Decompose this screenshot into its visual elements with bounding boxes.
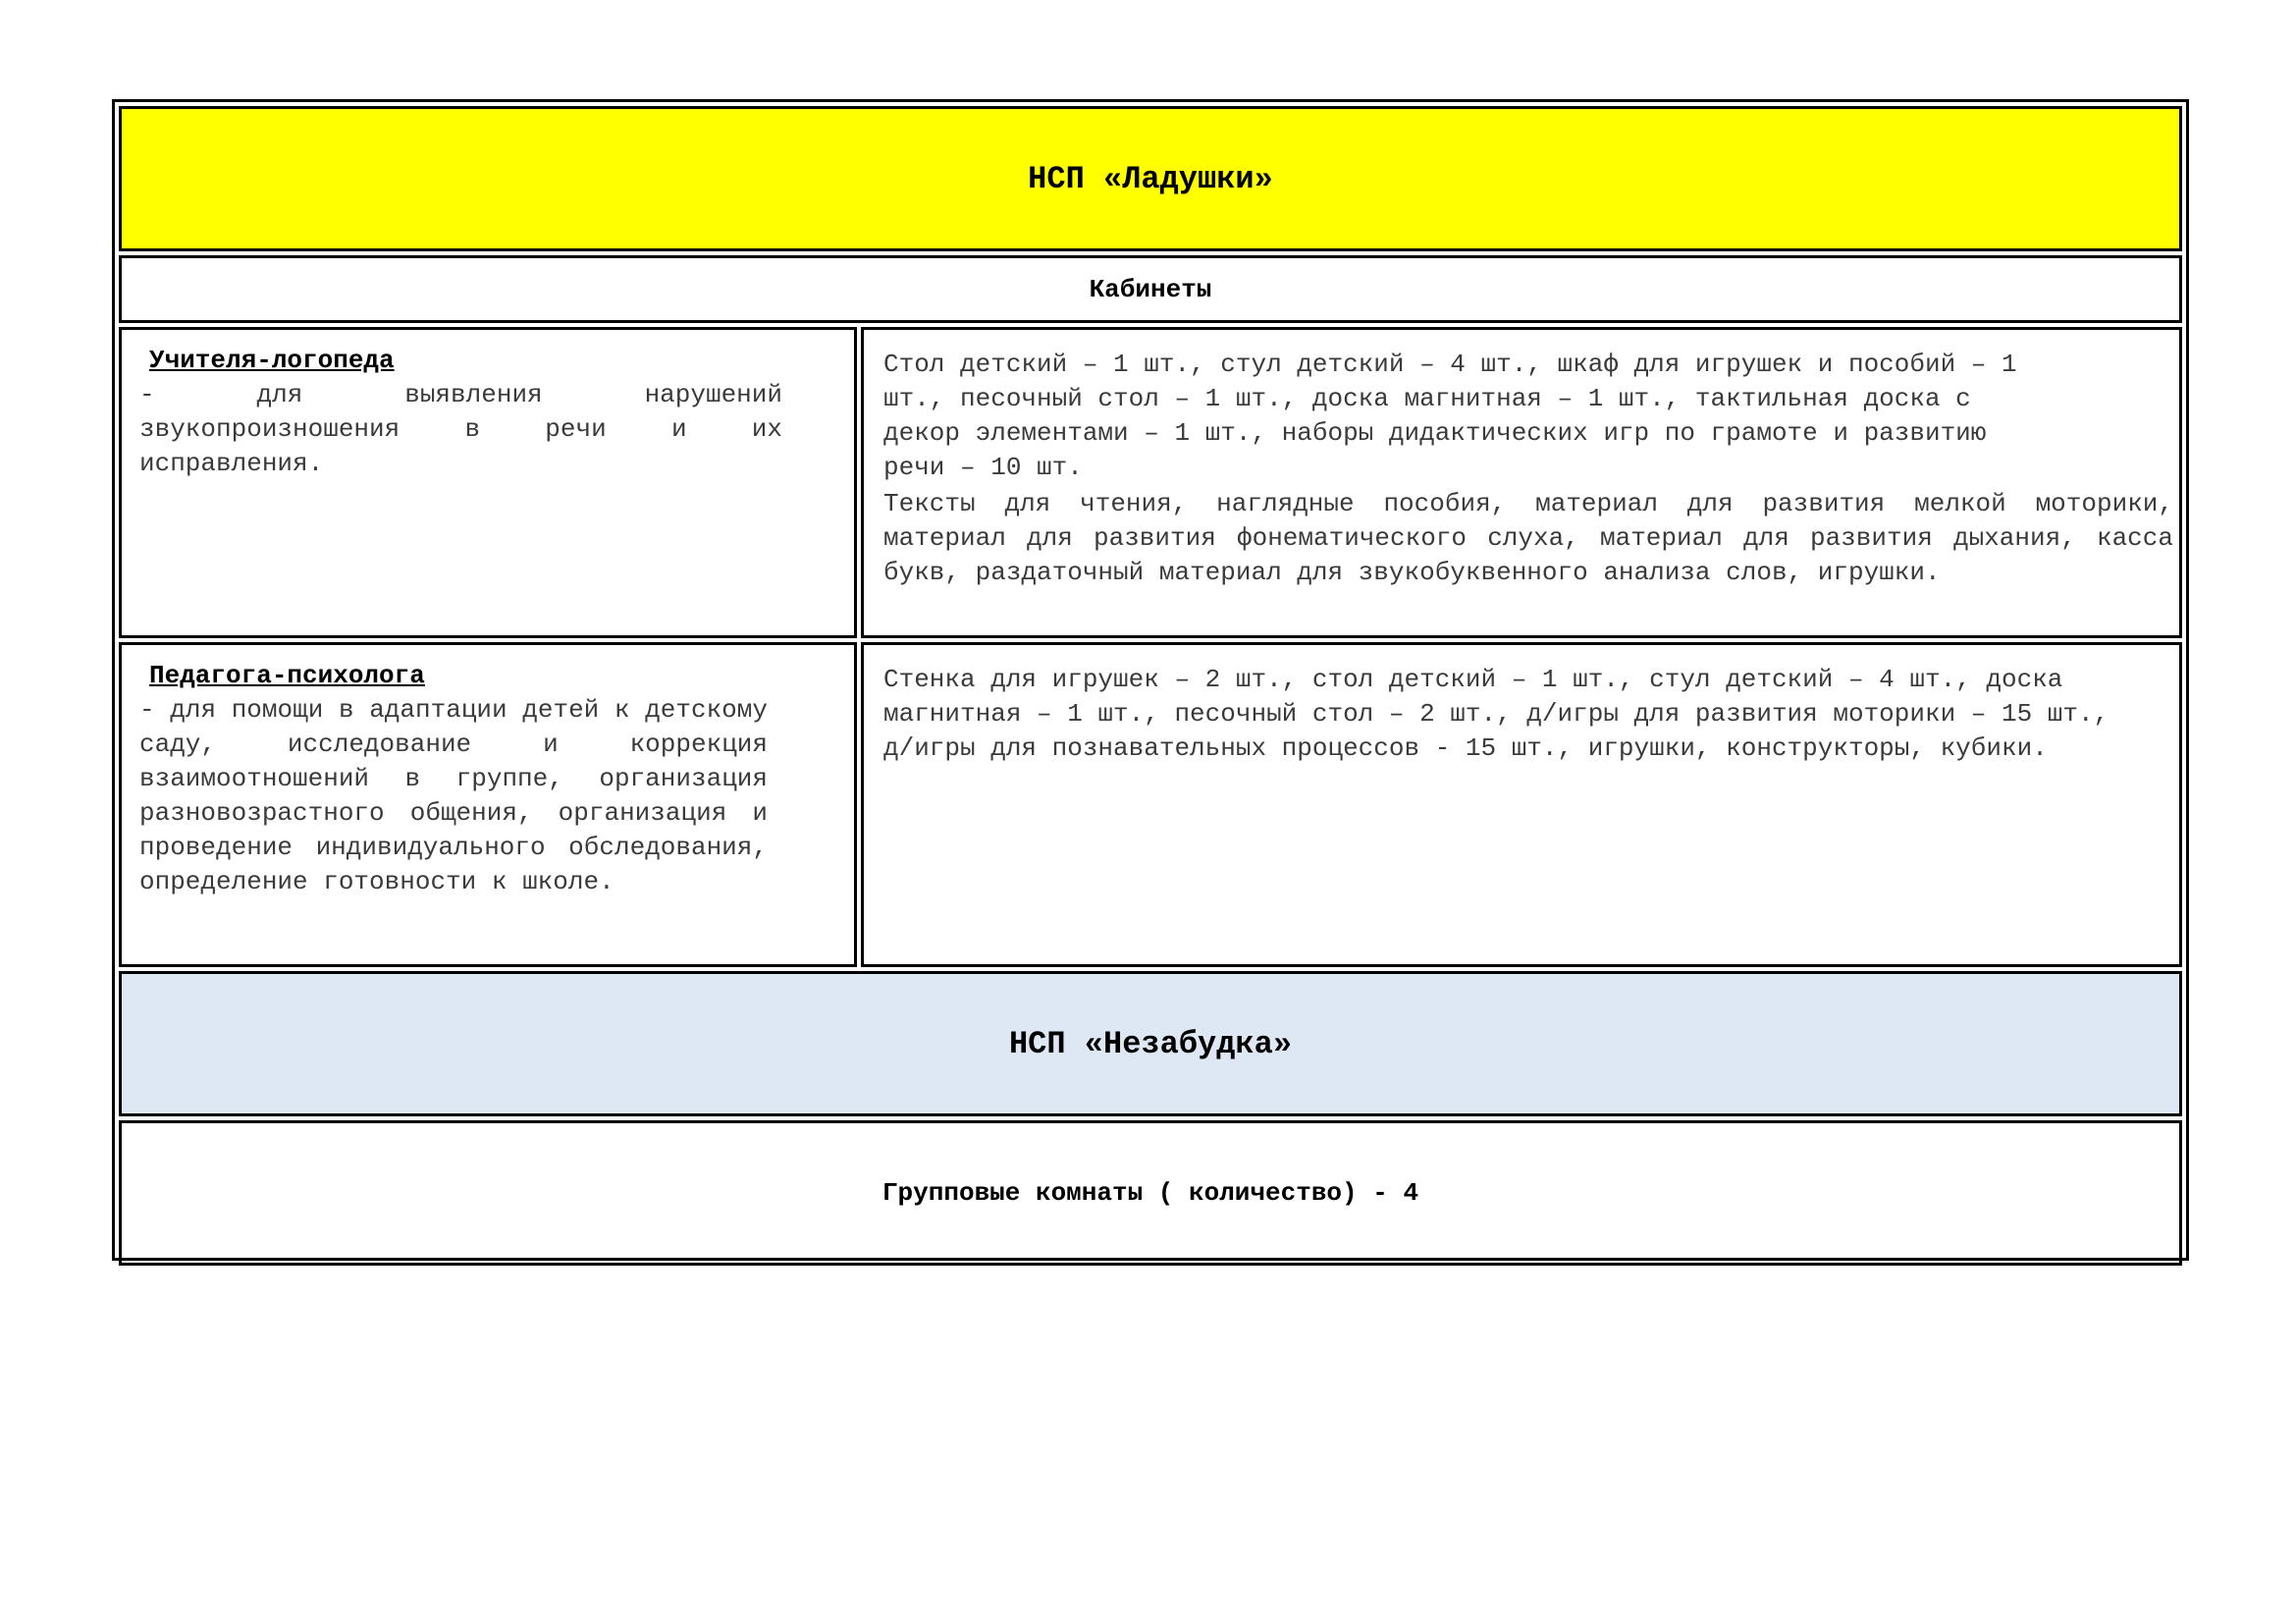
section-header-nezabudka — [119, 971, 2182, 1116]
subheader-cabinets — [119, 255, 2182, 323]
equipment-paragraph: Тексты для чтения, наглядные пособия, материал для развития мелкой моторики, материал для развития фонематического слуха, материал для развития дыхания, касса букв, раздаточный материал для звукобуквенного анализа слов, игрушки. — [883, 489, 2173, 587]
room-equipment-cell — [861, 327, 2182, 638]
group-rooms-count — [119, 1120, 2182, 1266]
room-purpose: - для помощи в адаптации детей к детскому саду, исследование и коррекция взаимоотношений в группе, организация разновозрастного общения, организация и проведение индивидуального обследования, определение готовности к школе. — [139, 695, 768, 896]
room-title: Учителя-логопеда — [149, 346, 395, 375]
room-equipment-cell — [861, 642, 2182, 967]
room-name-cell — [119, 642, 857, 967]
section-title: НСП «Ладушки» — [1028, 160, 1273, 197]
group-rooms-label: Групповые комнаты ( количество) - 4 — [881, 1178, 1419, 1208]
facilities-table — [112, 99, 2189, 1261]
room-name-cell — [119, 327, 857, 638]
subheader-label: Кабинеты — [1089, 274, 1212, 304]
section-header-ladushki — [119, 106, 2182, 251]
room-purpose: - для выявления нарушений звукопроизношения в речи и их исправления. — [139, 380, 782, 478]
room-title: Педагога-психолога — [149, 661, 425, 690]
section-title: НСП «Незабудка» — [1008, 1025, 1293, 1062]
equipment-paragraph: Стенка для игрушек – 2 шт., стол детский – 1 шт., стул детский – 4 шт., доска магнитная – 1 шт., песочный стол – 2 шт., д/игры для развития моторики – 15 шт., д/игры для познавательных процессов - 15 шт., игрушки, конструкторы, кубики. — [883, 665, 2109, 763]
equipment-paragraph: Стол детский – 1 шт., стул детский – 4 шт., шкаф для игрушек и пособий – 1 шт., песочный стол – 1 шт., доска магнитная – 1 шт., тактильная доска с декор элементами – 1 шт., наборы дидактических игр по грамоте и развитию речи – 10 шт. — [883, 350, 2017, 482]
